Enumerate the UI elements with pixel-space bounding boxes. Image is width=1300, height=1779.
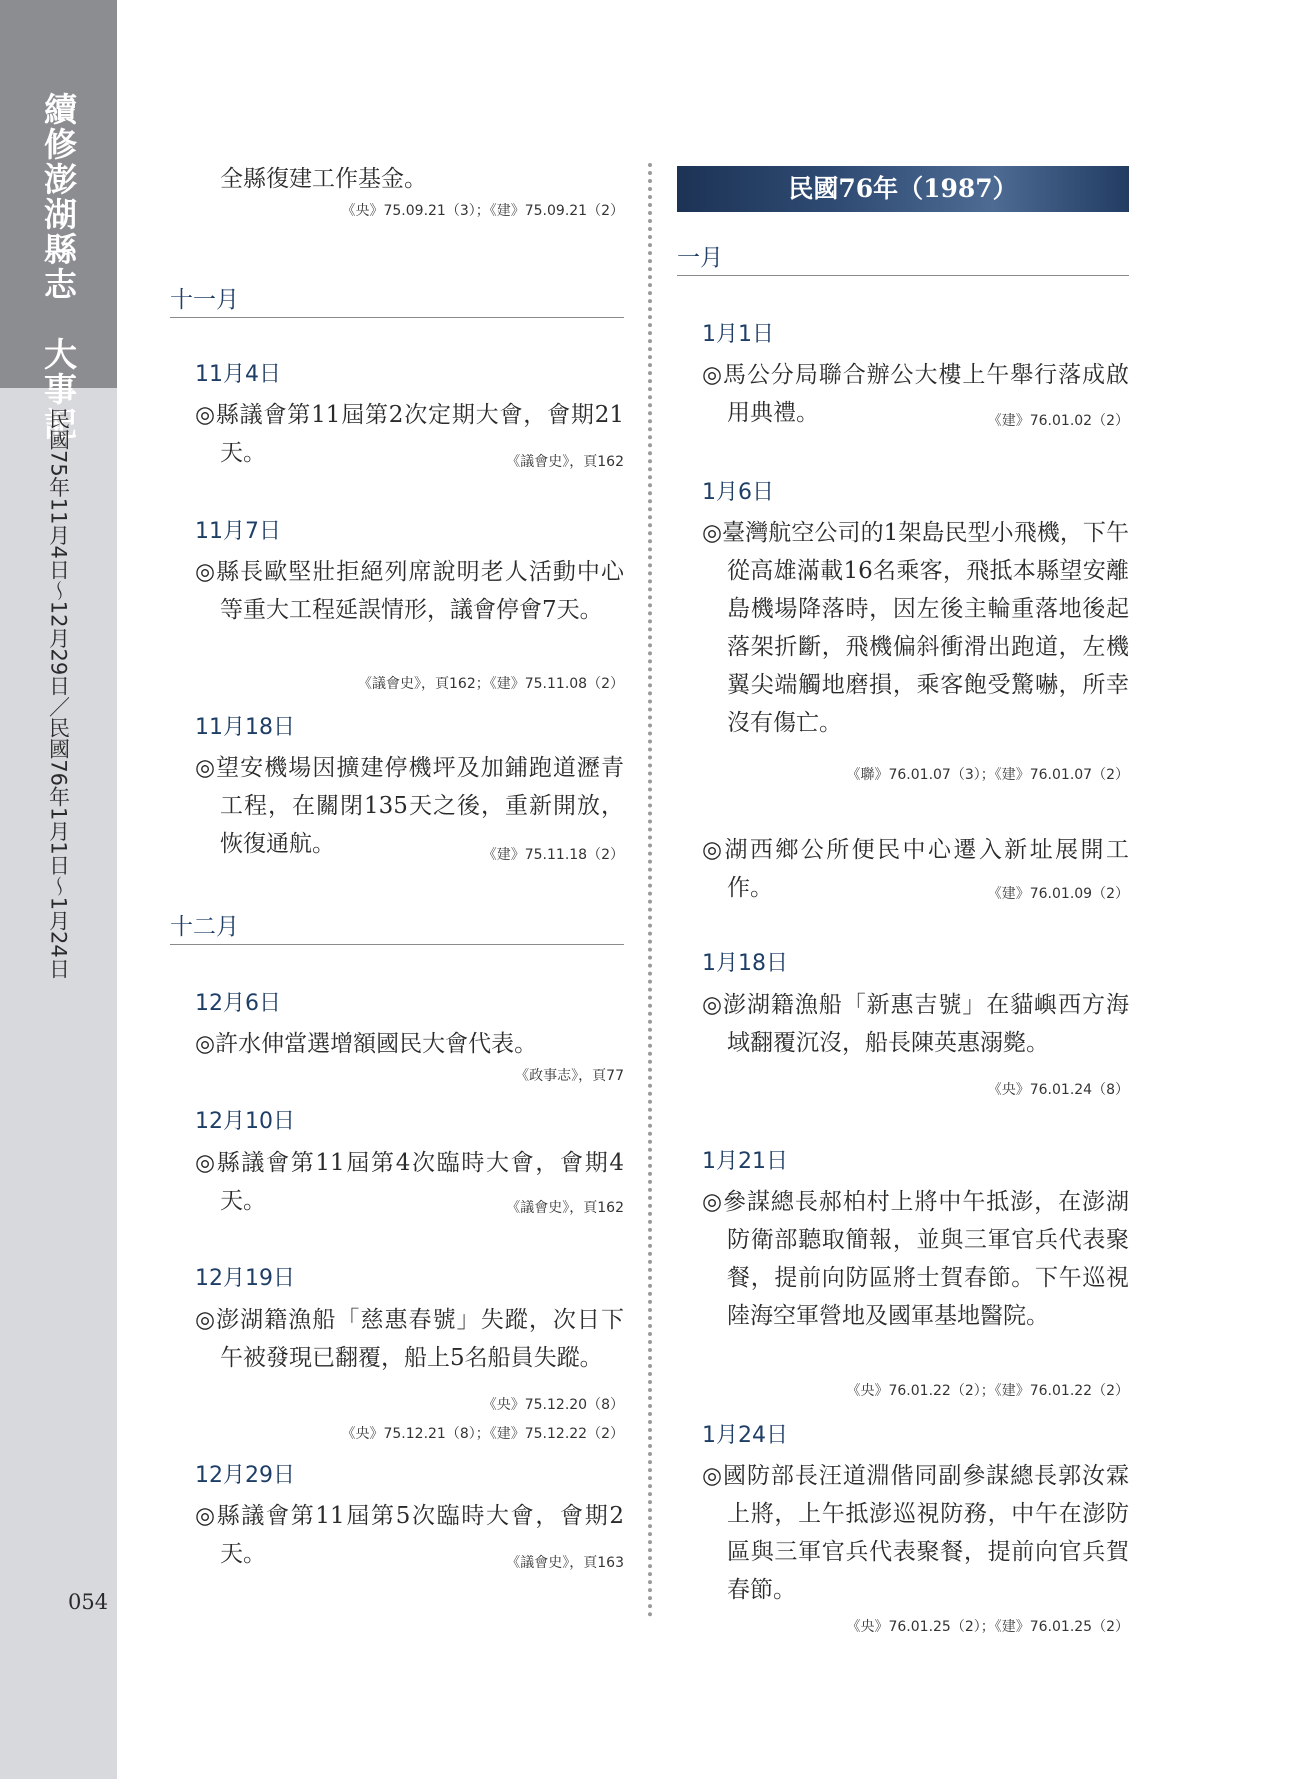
entry-source: 《議會史》，頁162 [506,454,624,470]
month-heading-january: 一月 [677,244,1129,276]
entry-text: ◎縣議會第11屆第5次臨時大會，會期2天。 [195,1503,624,1567]
entry-date: 1月24日 [702,1423,788,1448]
entry-text: ◎國防部長汪道淵偕同副參謀總長郭汝霖上將，上午抵澎巡視防務，中午在澎防區與三軍官兵代表聚餐，提前向官兵賀春節。 [702,1463,1129,1603]
entry-date: 11月7日 [195,519,281,544]
entry-source: 《建》76.01.09（2） [987,886,1129,902]
column-divider [648,163,652,1618]
entry-text: ◎澎湖籍漁船「新惠吉號」在貓嶼西方海域翻覆沉沒，船長陳英惠溺斃。 [702,992,1129,1056]
entry-source-secondary: 《央》75.12.21（8）；《建》75.12.22（2） [341,1426,624,1442]
month-heading-december: 十二月 [170,913,624,945]
entry-source: 《央》76.01.25（2）；《建》76.01.25（2） [846,1619,1129,1635]
entry-date: 12月6日 [195,991,281,1016]
page-range-subtitle: 民國75年11月4日～12月29日／民國76年1月1日～1月24日 [46,408,71,979]
entry-source: 《央》75.09.21（3）；《建》75.09.21（2） [341,203,624,219]
entry-date: 1月18日 [702,951,788,976]
entry-text: ◎縣議會第11屆第4次臨時大會，會期4天。 [195,1150,624,1214]
page-number: 054 [68,1590,109,1614]
entry-date: 12月10日 [195,1109,295,1134]
entry-text: ◎縣議會第11屆第2次定期大會，會期21天。 [195,402,624,466]
entry-source: 《建》75.11.18（2） [482,847,624,863]
entry-date: 1月21日 [702,1149,788,1174]
entry-source: 《央》76.01.22（2）；《建》76.01.22（2） [846,1383,1129,1399]
event-entry [702,514,1129,742]
event-entry [702,1183,1129,1335]
entry-text: ◎馬公分局聯合辦公大樓上午舉行落成啟用典禮。 [702,362,1129,426]
book-title: 續修澎湖縣志 大事記 [39,92,78,442]
entry-date: 12月29日 [195,1463,295,1488]
entry-source: 《政事志》，頁77 [515,1068,624,1084]
entry-date: 1月6日 [702,480,774,505]
entry-text: 全縣復建工作基金。 [220,166,427,192]
entry-source: 《議會史》，頁162；《建》75.11.08（2） [358,676,624,692]
sidebar [0,0,117,1779]
entry-date: 11月4日 [195,362,281,387]
entry-date: 1月1日 [702,322,774,347]
event-entry [195,1025,624,1063]
entry-text: ◎望安機場因擴建停機坪及加鋪跑道瀝青工程，在關閉135天之後，重新開放，恢復通航。 [195,755,624,857]
entry-date: 11月18日 [195,715,295,740]
event-entry [195,553,624,629]
year-heading: 民國76年（1987） [677,166,1129,212]
entry-text: ◎參謀總長郝柏村上將中午抵澎，在澎湖防衛部聽取簡報，並與三軍官兵代表聚餐，提前向防區將士賀春節。下午巡視陸海空軍營地及國軍基地醫院。 [702,1189,1129,1329]
entry-source: 《央》76.01.24（8） [987,1082,1129,1098]
event-entry [195,1301,624,1377]
continuation-entry [170,160,624,198]
event-entry [702,986,1129,1062]
month-heading-november: 十一月 [170,286,624,318]
entry-source: 《議會史》，頁163 [506,1555,624,1571]
entry-date: 12月19日 [195,1266,295,1291]
entry-source: 《建》76.01.02（2） [987,413,1129,429]
entry-source: 《聯》76.01.07（3）；《建》76.01.07（2） [846,767,1129,783]
entry-text: ◎臺灣航空公司的1架島民型小飛機，下午從高雄滿載16名乘客，飛抵本縣望安離島機場降落時，因左後主輪重落地後起落架折斷，飛機偏斜衝滑出跑道，左機翼尖端觸地磨損，乘客飽受驚嚇，所幸沒有傷亡。 [702,520,1129,736]
entry-text: ◎澎湖籍漁船「慈惠春號」失蹤，次日下午被發現已翻覆，船上5名船員失蹤。 [195,1307,624,1371]
entry-text: ◎縣長歐堅壯拒絕列席說明老人活動中心等重大工程延誤情形，議會停會7天。 [195,559,624,623]
event-entry [702,1457,1129,1609]
entry-source: 《議會史》，頁162 [506,1200,624,1216]
entry-source: 《央》75.12.20（8） [482,1397,624,1413]
entry-text: ◎湖西鄉公所便民中心遷入新址展開工作。 [702,837,1129,901]
entry-text: ◎許水伸當選增額國民大會代表。 [195,1031,538,1057]
